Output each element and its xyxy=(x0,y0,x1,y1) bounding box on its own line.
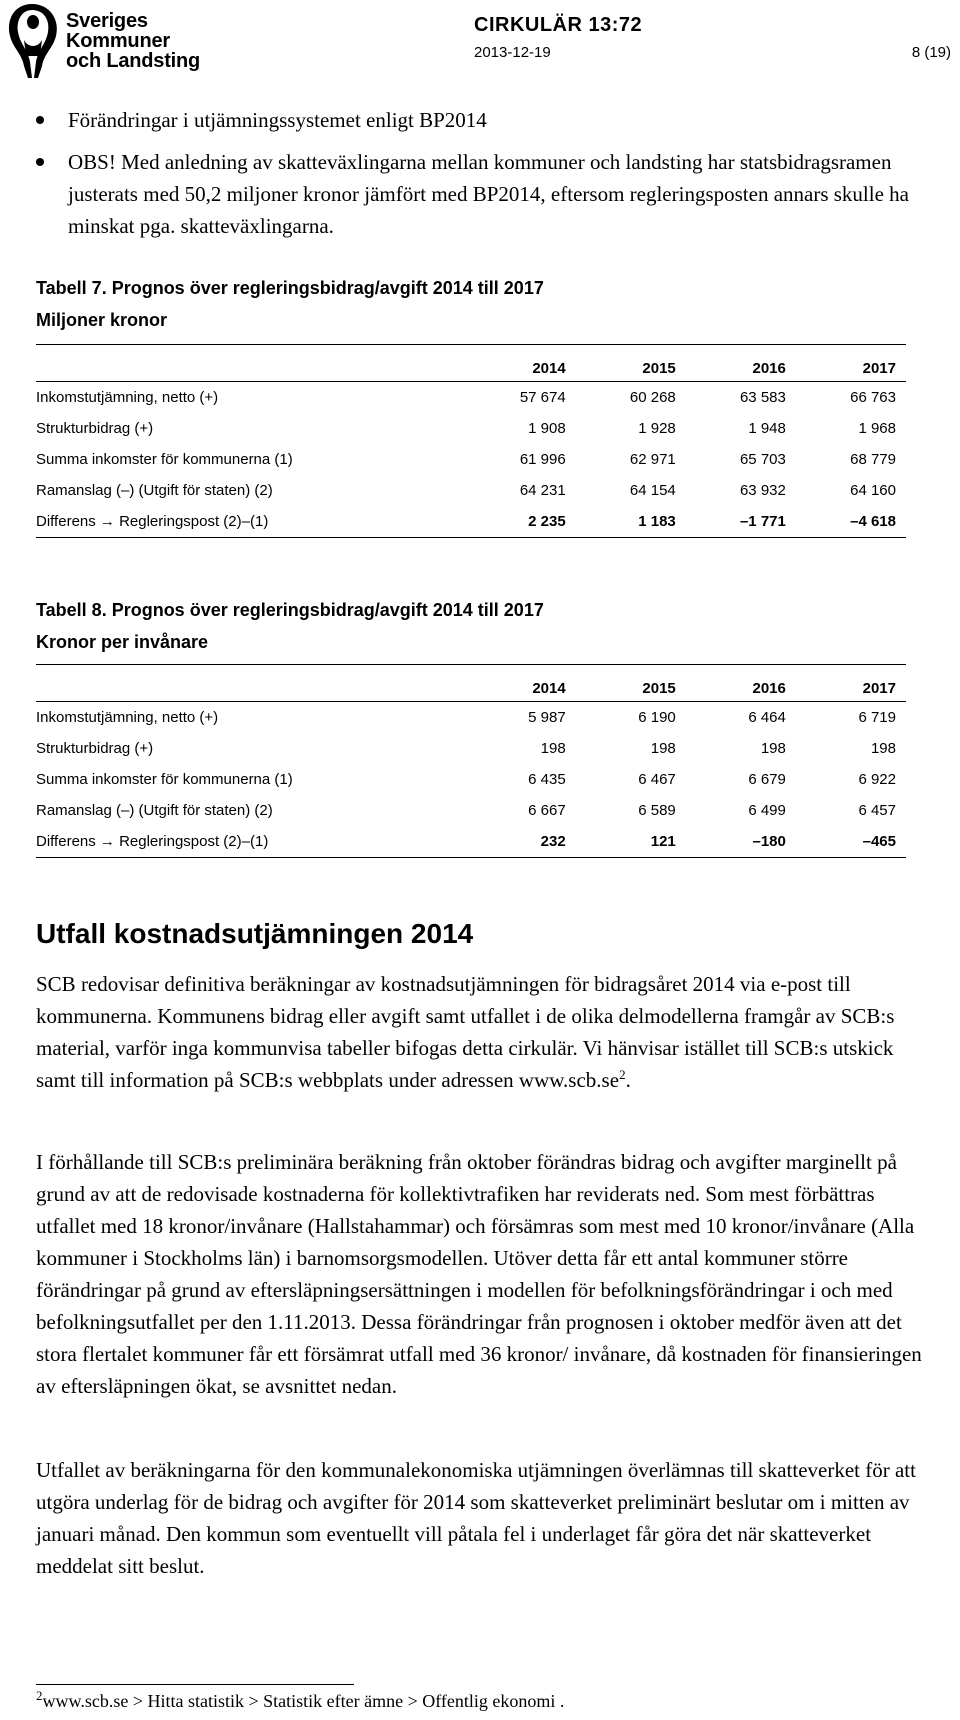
table-row xyxy=(36,382,906,414)
cell-value: 64 160 xyxy=(850,482,896,499)
cell-value: 64 154 xyxy=(629,482,676,499)
cell-value: –4 618 xyxy=(850,513,896,530)
paragraph-end: . xyxy=(625,1068,631,1092)
bullet-list xyxy=(36,104,926,252)
cell-value: 198 xyxy=(760,740,786,757)
bullet-item: OBS! Med anledning av skatteväxlingarna mellan kommuner och landsting har statsbidragsramen justerats med 50,2 miljoner kronor jämfört med BP2014, eftersom regleringsposten annars skulle ha minskat pga. skatteväxlingarna. xyxy=(36,146,926,242)
table-header-row xyxy=(36,665,906,702)
table7 xyxy=(36,344,906,538)
table-row xyxy=(36,764,906,795)
logo-line-1: Sveriges xyxy=(66,10,148,32)
footnote xyxy=(36,1690,564,1712)
footnote-mark: 2 xyxy=(36,1688,43,1703)
table8-title: Tabell 8. Prognos över regleringsbidrag/avgift 2014 till 2017 xyxy=(36,600,544,620)
cell-value: 1 928 xyxy=(638,420,676,437)
table7-title: Tabell 7. Prognos över regleringsbidrag/avgift 2014 till 2017 xyxy=(36,278,544,298)
paragraph: I förhållande till SCB:s preliminära beräkning från oktober förändras bidrag och avgifter marginellt på grund av att de redovisade kostnaderna för kollektivtrafiken har reviderats ned. Som mest förbättras utfallet med 18 kronor/invånare (Hallstahammar) och försämras som mest med 10 kronor/invånare (Alla kommuner i Stockholms län) i barnomsorgsmodellen. Utöver detta får ett antal kommuner större förändringar på grund av eftersläpningsersättningen i modellen för befolkningsförändringar i och med befolkningsutfallet per den 1.11.2013. Dessa förändringar från prognosen i oktober medför även att det stora flertalet kommuner får ett försämrat utfall med 36 kronor/ invånare, då kostnaden för finansieringen av eftersläpningen ökat, se avsnittet nedan. xyxy=(36,1150,922,1398)
year-header: 2014 xyxy=(532,680,566,697)
skl-logo-icon xyxy=(2,0,64,80)
year-header: 2015 xyxy=(642,360,676,377)
table-row xyxy=(36,444,906,475)
table-header-row xyxy=(36,345,906,382)
cell-value: 6 719 xyxy=(858,709,896,726)
paragraph xyxy=(36,968,924,1096)
circular-title: CIRKULÄR 13:72 xyxy=(474,14,643,36)
table-row xyxy=(36,413,906,444)
cell-value: 5 987 xyxy=(528,709,566,726)
cell-value: 6 464 xyxy=(748,709,786,726)
cell-value: 198 xyxy=(870,740,896,757)
table-row xyxy=(36,826,906,858)
paragraph-text: SCB redovisar definitiva beräkningar av kostnadsutjämningen för bidragsåret 2014 via e-post till kommunerna. Kommunens bidrag eller avgift samt utfallet i de olika delmodellerna framgår av SCB:s material, varför inga kommunvisa tabeller bifogas detta cirkulär. Vi hänvisar istället till SCB:s utskick samt till information på SCB:s webbplats under adressen www.scb.se xyxy=(36,972,895,1092)
paragraph: Utfallet av beräkningarna för den kommunalekonomiska utjämningen överlämnas till skatteverket för att utgöra underlag för de bidrag och avgifter för 2014 som skatteverket preliminärt beslutar om i mitten av januari månad. Den kommun som eventuellt vill påtala fel i underlaget får göra det när skatteverket meddelat sitt beslut. xyxy=(36,1458,916,1578)
row-label: Ramanslag (–) (Utgift för staten) (2) xyxy=(36,482,273,499)
table-row xyxy=(36,702,906,734)
circular-date: 2013-12-19 xyxy=(474,44,551,61)
page-number: 8 (19) xyxy=(911,44,951,61)
cell-value: –1 771 xyxy=(739,513,786,530)
cell-value: 121 xyxy=(650,833,676,850)
year-header: 2015 xyxy=(642,680,676,697)
cell-value: 68 779 xyxy=(850,451,896,468)
cell-value: 6 679 xyxy=(748,771,786,788)
cell-value: 63 932 xyxy=(739,482,786,499)
year-header: 2017 xyxy=(862,680,896,697)
cell-value: 65 703 xyxy=(739,451,786,468)
cell-value: 232 xyxy=(540,833,566,850)
footnote-text: www.scb.se > Hitta statistik > Statistik efter ämne > Offentlig ekonomi . xyxy=(42,1691,565,1711)
cell-value: 198 xyxy=(650,740,676,757)
row-label: Differens → Regleringspost (2)–(1) xyxy=(36,513,269,530)
cell-value: 6 435 xyxy=(528,771,566,788)
footnote-ref: 2 xyxy=(619,1067,626,1082)
table-row xyxy=(36,475,906,506)
cell-value: 6 499 xyxy=(748,802,786,819)
cell-value: 6 589 xyxy=(638,802,676,819)
cell-value: 1 968 xyxy=(858,420,896,437)
cell-value: 6 667 xyxy=(528,802,566,819)
row-label: Differens → Regleringspost (2)–(1) xyxy=(36,833,269,850)
cell-value: 1 908 xyxy=(528,420,566,437)
table-row xyxy=(36,733,906,764)
cell-value: 57 674 xyxy=(519,389,566,406)
year-header: 2016 xyxy=(752,360,786,377)
cell-value: –180 xyxy=(752,833,786,850)
table7-subtitle: Miljoner kronor xyxy=(36,310,168,330)
header-label-cell xyxy=(36,665,466,702)
logo-line-3: och Landsting xyxy=(66,50,201,72)
cell-value: 6 922 xyxy=(858,771,896,788)
cell-value: 2 235 xyxy=(528,513,566,530)
cell-value: 61 996 xyxy=(519,451,566,468)
table-row xyxy=(36,795,906,826)
row-label: Summa inkomster för kommunerna (1) xyxy=(36,771,293,788)
table8 xyxy=(36,664,906,858)
table8-subtitle: Kronor per invånare xyxy=(36,632,209,652)
row-label: Strukturbidrag (+) xyxy=(36,420,154,437)
row-label: Inkomstutjämning, netto (+) xyxy=(36,709,219,726)
cell-value: 6 457 xyxy=(858,802,896,819)
cell-value: 6 467 xyxy=(638,771,676,788)
cell-value: 6 190 xyxy=(638,709,676,726)
cell-value: 1 183 xyxy=(638,513,676,530)
cell-value: 63 583 xyxy=(739,389,786,406)
logo-line-2: Kommuner xyxy=(66,30,170,52)
row-label: Ramanslag (–) (Utgift för staten) (2) xyxy=(36,802,273,819)
year-header: 2016 xyxy=(752,680,786,697)
row-label: Inkomstutjämning, netto (+) xyxy=(36,389,219,406)
year-header: 2017 xyxy=(862,360,896,377)
cell-value: 64 231 xyxy=(519,482,566,499)
year-header: 2014 xyxy=(532,360,566,377)
cell-value: –465 xyxy=(862,833,896,850)
row-label: Summa inkomster för kommunerna (1) xyxy=(36,451,293,468)
cell-value: 66 763 xyxy=(850,389,896,406)
table-row xyxy=(36,506,906,538)
cell-value: 198 xyxy=(540,740,566,757)
cell-value: 60 268 xyxy=(629,389,676,406)
footnote-divider xyxy=(36,1684,354,1685)
section-heading: Utfall kostnadsutjämningen 2014 xyxy=(36,918,474,949)
cell-value: 62 971 xyxy=(629,451,676,468)
header-label-cell xyxy=(36,345,466,382)
row-label: Strukturbidrag (+) xyxy=(36,740,154,757)
skl-logo xyxy=(2,0,202,80)
cell-value: 1 948 xyxy=(748,420,786,437)
bullet-item: Förändringar i utjämningssystemet enligt BP2014 xyxy=(36,104,926,136)
